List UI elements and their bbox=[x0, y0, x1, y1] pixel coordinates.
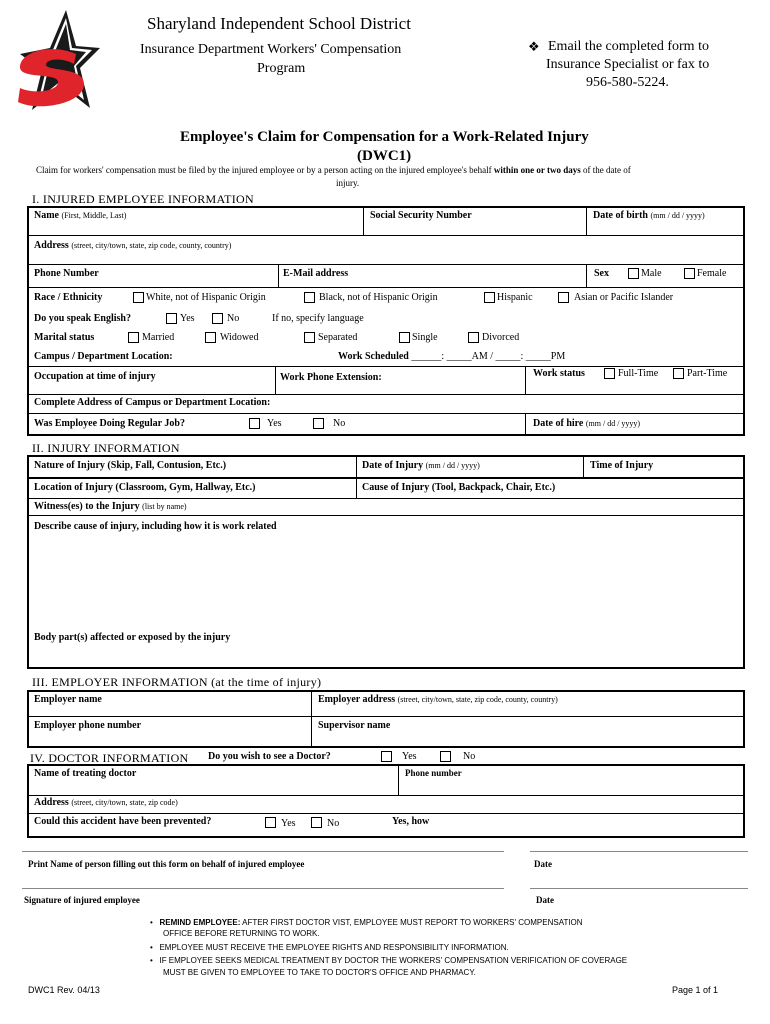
full-time-checkbox[interactable] bbox=[604, 368, 615, 379]
marital-divorced-checkbox[interactable] bbox=[468, 332, 479, 343]
supervisor-label: Supervisor name bbox=[318, 720, 391, 731]
sex-female-checkbox[interactable] bbox=[684, 268, 695, 279]
prevented-label: Could this accident have been prevented? bbox=[34, 816, 212, 827]
department-line2: Program bbox=[257, 61, 306, 76]
district-logo bbox=[14, 8, 102, 114]
location-label: Location of Injury (Classroom, Gym, Hallway, Etc.) bbox=[34, 482, 256, 493]
note-medical: • IF EMPLOYEE SEEKS MEDICAL TREATMENT BY DOCTOR THE WORKERS' COMPENSATION VERIFICATION OF COVERAGE bbox=[150, 956, 628, 965]
date-hire-label: Date of hire (mm / dd / yyyy) bbox=[533, 418, 641, 429]
marital-single-label: Single bbox=[412, 332, 438, 343]
race-hispanic-label: Hispanic bbox=[497, 292, 533, 303]
regular-job-no-label: No bbox=[333, 418, 346, 429]
work-schedule-label: Work Scheduled ______: _____AM / _____: _____PM bbox=[338, 351, 566, 362]
section1-heading: I. INJURED EMPLOYEE INFORMATION bbox=[32, 192, 254, 206]
doctor-phone-label: Phone number bbox=[405, 768, 462, 778]
employer-address-label: Employer address (street, city/town, state, zip code, county, country) bbox=[318, 694, 558, 705]
race-white-checkbox[interactable] bbox=[133, 292, 144, 303]
regular-job-yes-checkbox[interactable] bbox=[249, 418, 260, 429]
employer-phone-label: Employer phone number bbox=[34, 720, 142, 731]
email-label: E-Mail address bbox=[283, 268, 349, 279]
section4-heading: IV. DOCTOR INFORMATION bbox=[30, 751, 189, 765]
race-label: Race / Ethnicity bbox=[34, 292, 103, 303]
department-line1: Insurance Department Workers' Compensation bbox=[140, 42, 402, 57]
ssn-label: Social Security Number bbox=[370, 210, 472, 221]
instruction-line2: Insurance Specialist or fax to bbox=[546, 57, 710, 72]
instruction-line3: 956-580-5224. bbox=[586, 75, 669, 90]
cause-label: Cause of Injury (Tool, Backpack, Chair, Etc.) bbox=[362, 482, 556, 493]
form-revision: DWC1 Rev. 04/13 bbox=[28, 985, 100, 995]
work-status-label: Work status bbox=[533, 368, 585, 379]
filing-notice: Claim for workers' compensation must be filed by the injured employee or by a person acting on the injured employee's behalf within one or two days of the date of bbox=[36, 165, 631, 175]
instruction-bullet: ❖ bbox=[528, 39, 540, 54]
race-black-checkbox[interactable] bbox=[304, 292, 315, 303]
sex-female-label: Female bbox=[697, 268, 727, 279]
date-injury-label: Date of Injury (mm / dd / yyyy) bbox=[362, 460, 480, 471]
note-remind-line2: OFFICE BEFORE RETURNING TO WORK. bbox=[163, 929, 320, 938]
note-rights: • EMPLOYEE MUST RECEIVE THE EMPLOYEE RIGHTS AND RESPONSIBILITY INFORMATION. bbox=[150, 943, 509, 952]
prevented-yes-label: Yes bbox=[281, 818, 296, 829]
dob-label: Date of birth (mm / dd / yyyy) bbox=[593, 210, 705, 221]
race-white-label: White, not of Hispanic Origin bbox=[146, 292, 266, 303]
phone-label: Phone Number bbox=[34, 268, 99, 279]
form-title: Employee's Claim for Compensation for a Work-Related Injury bbox=[180, 129, 589, 145]
race-asian-label: Asian or Pacific Islander bbox=[574, 292, 674, 303]
english-yes-label: Yes bbox=[180, 313, 195, 324]
full-time-label: Full-Time bbox=[618, 368, 659, 379]
doctor-name-label: Name of treating doctor bbox=[34, 768, 137, 779]
district-name: Sharyland Independent School District bbox=[147, 14, 411, 33]
address-label: Address (street, city/town, state, zip code, county, country) bbox=[34, 240, 232, 251]
doctor-question-label: Do you wish to see a Doctor? bbox=[208, 751, 331, 762]
regular-job-label: Was Employee Doing Regular Job? bbox=[34, 418, 185, 429]
campus-label: Campus / Department Location: bbox=[34, 351, 173, 362]
marital-widowed-checkbox[interactable] bbox=[205, 332, 216, 343]
marital-divorced-label: Divorced bbox=[482, 332, 520, 343]
describe-label: Describe cause of injury, including how it is work related bbox=[34, 521, 277, 532]
prevented-no-checkbox[interactable] bbox=[311, 817, 322, 828]
marital-separated-checkbox[interactable] bbox=[304, 332, 315, 343]
marital-widowed-label: Widowed bbox=[220, 332, 259, 343]
section3-heading: III. EMPLOYER INFORMATION (at the time of injury) bbox=[32, 675, 322, 689]
doctor-yes-label: Yes bbox=[402, 751, 417, 762]
date2-label: Date bbox=[536, 895, 554, 905]
marital-label: Marital status bbox=[34, 332, 95, 343]
date1-line bbox=[530, 851, 748, 852]
witness-label: Witness(es) to the Injury (list by name) bbox=[34, 501, 187, 512]
time-injury-label: Time of Injury bbox=[590, 460, 654, 471]
instruction-line1: Email the completed form to bbox=[548, 39, 709, 54]
note-remind: • REMIND EMPLOYEE: AFTER FIRST DOCTOR VIST, EMPLOYEE MUST REPORT TO WORKERS' COMPENSATION bbox=[150, 918, 583, 927]
marital-separated-label: Separated bbox=[318, 332, 358, 343]
sex-male-label: Male bbox=[641, 268, 662, 279]
signature-label: Signature of injured employee bbox=[24, 895, 140, 905]
english-yes-checkbox[interactable] bbox=[166, 313, 177, 324]
marital-single-checkbox[interactable] bbox=[399, 332, 410, 343]
regular-job-yes-label: Yes bbox=[267, 418, 282, 429]
race-hispanic-checkbox[interactable] bbox=[484, 292, 495, 303]
note-medical-line2: MUST BE GIVEN TO EMPLOYEE TO TAKE TO DOCTOR'S OFFICE AND PHARMACY. bbox=[163, 968, 476, 977]
doctor-yes-checkbox[interactable] bbox=[381, 751, 392, 762]
body-parts-label: Body part(s) affected or exposed by the injury bbox=[34, 632, 231, 643]
prevented-no-label: No bbox=[327, 818, 340, 829]
marital-married-label: Married bbox=[142, 332, 175, 343]
marital-married-checkbox[interactable] bbox=[128, 332, 139, 343]
doctor-address-label: Address (street, city/town, state, zip code) bbox=[34, 797, 178, 808]
part-time-checkbox[interactable] bbox=[673, 368, 684, 379]
employer-name-label: Employer name bbox=[34, 694, 102, 705]
complete-address-label: Complete Address of Campus or Department Location: bbox=[34, 397, 271, 408]
specify-language-label: If no, specify language bbox=[272, 313, 364, 324]
race-black-label: Black, not of Hispanic Origin bbox=[319, 292, 438, 303]
english-label: Do you speak English? bbox=[34, 313, 131, 324]
form-code: (DWC1) bbox=[357, 148, 412, 164]
sex-label: Sex bbox=[594, 268, 609, 279]
date1-label: Date bbox=[534, 859, 552, 869]
prevented-yes-checkbox[interactable] bbox=[265, 817, 276, 828]
race-asian-checkbox[interactable] bbox=[558, 292, 569, 303]
filing-notice-line2: injury. bbox=[336, 178, 360, 188]
regular-job-no-checkbox[interactable] bbox=[313, 418, 324, 429]
page-number: Page 1 of 1 bbox=[672, 985, 719, 995]
section2-heading: II. INJURY INFORMATION bbox=[32, 441, 180, 455]
print-name-label: Print Name of person filling out this form on behalf of injured employee bbox=[28, 859, 305, 869]
name-label: Name (First, Middle, Last) bbox=[34, 210, 127, 221]
yes-how-label: Yes, how bbox=[392, 816, 430, 827]
signature-line bbox=[22, 888, 504, 889]
english-no-checkbox[interactable] bbox=[212, 313, 223, 324]
doctor-no-label: No bbox=[463, 751, 476, 762]
sex-male-checkbox[interactable] bbox=[628, 268, 639, 279]
date2-line bbox=[530, 888, 748, 889]
work-phone-label: Work Phone Extension: bbox=[280, 372, 382, 383]
nature-label: Nature of Injury (Skip, Fall, Contusion, Etc.) bbox=[34, 460, 227, 471]
part-time-label: Part-Time bbox=[687, 368, 728, 379]
print-name-line bbox=[22, 851, 504, 852]
english-no-label: No bbox=[227, 313, 240, 324]
occupation-label: Occupation at time of injury bbox=[34, 371, 156, 382]
doctor-no-checkbox[interactable] bbox=[440, 751, 451, 762]
